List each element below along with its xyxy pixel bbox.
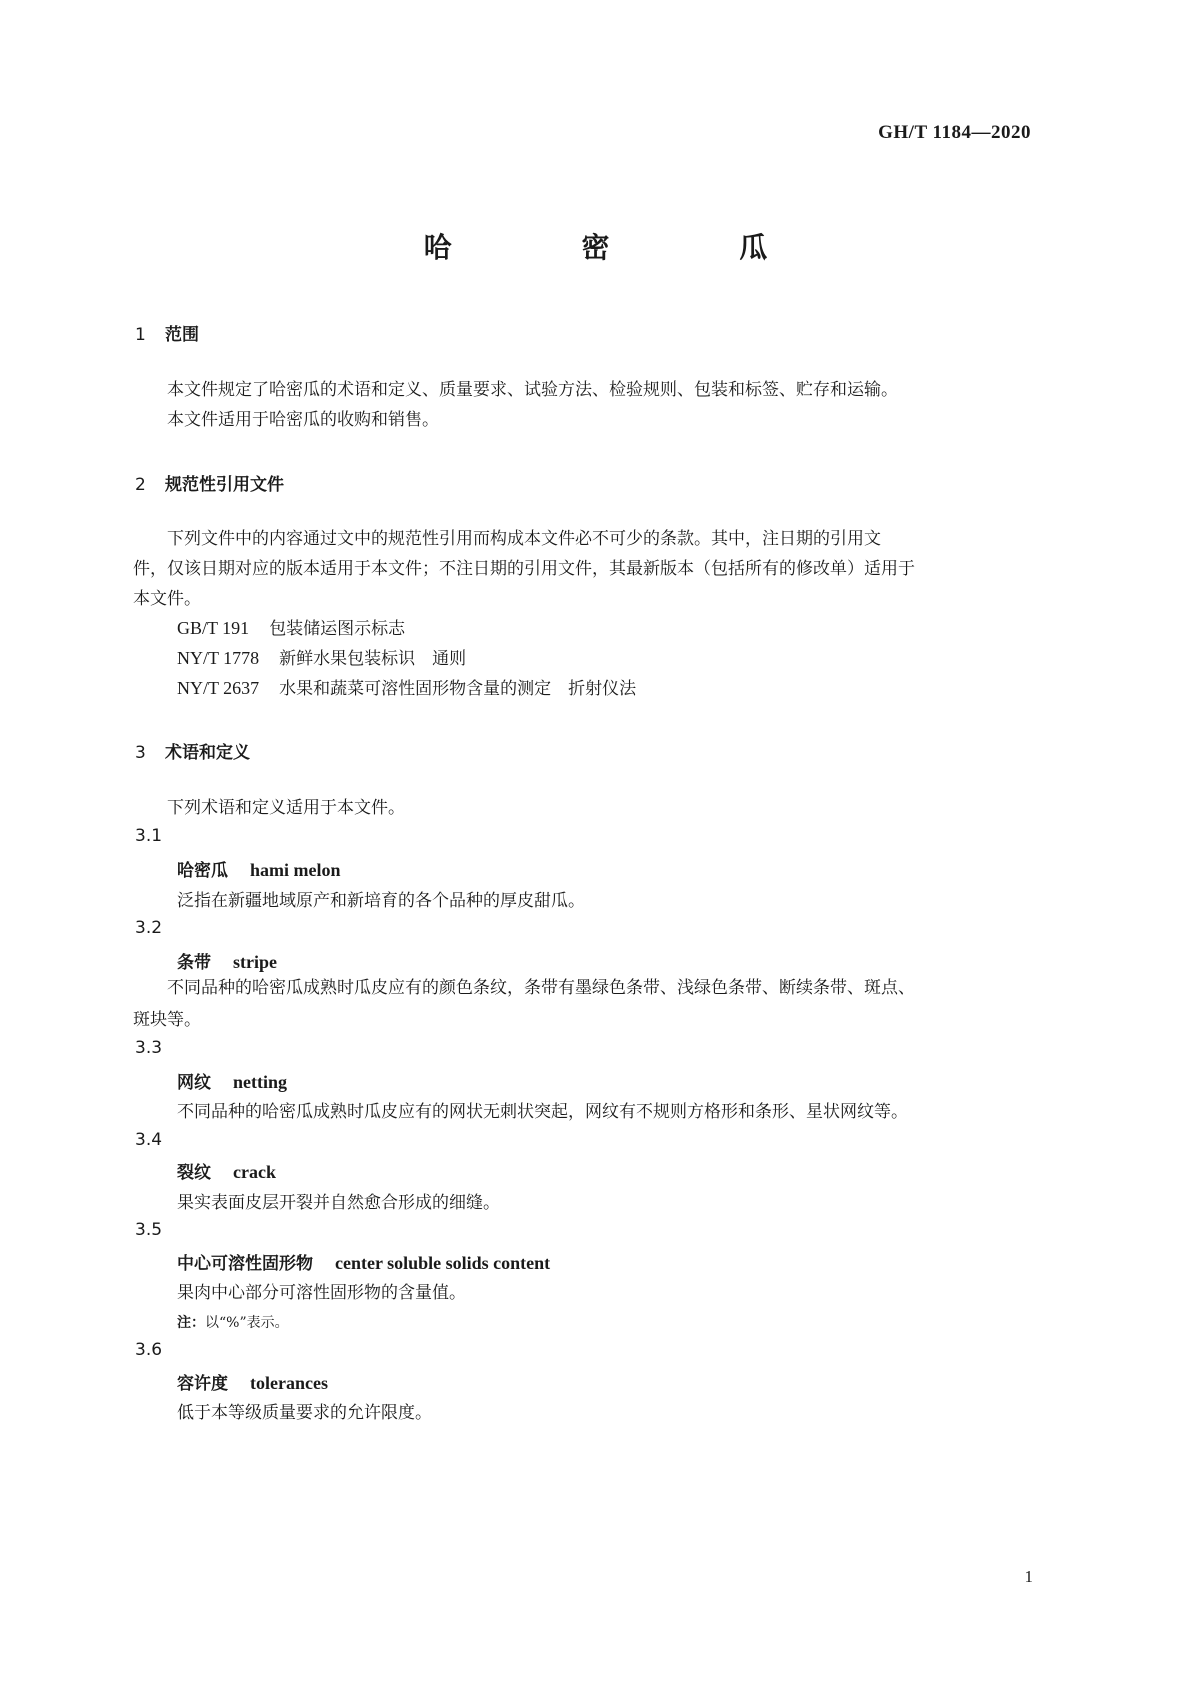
normative-references-intro-line-2: 件，仅该日期对应的版本适用于本文件；不注日期的引用文件，其最新版本（包括所有的修改单）适用于: [133, 559, 915, 579]
term-note: [177, 1312, 289, 1332]
term-definition: 果肉中心部分可溶性固形物的含量值。: [177, 1283, 466, 1303]
clause-number: 3.5: [135, 1220, 163, 1240]
term-heading: [177, 1158, 276, 1183]
note-text: 以“%”表示。: [205, 1315, 289, 1331]
section-number: 3: [135, 743, 146, 763]
term-definition-line-2: 斑块等。: [133, 1010, 201, 1030]
term-en: tolerances: [250, 1373, 328, 1393]
clause-number: 3.3: [135, 1038, 163, 1058]
section-title: 术语和定义: [165, 743, 250, 763]
term-zh: 哈密瓜: [177, 861, 228, 881]
term-en: stripe: [233, 952, 277, 972]
term-en: hami melon: [250, 860, 341, 880]
clause-number: 3.1: [135, 826, 163, 846]
term-definition: 泛指在新疆地域原产和新培育的各个品种的厚皮甜瓜。: [177, 891, 585, 911]
term-definition: 果实表面皮层开裂并自然愈合形成的细缝。: [177, 1193, 500, 1213]
term-definition: 低于本等级质量要求的允许限度。: [177, 1403, 432, 1423]
reference-item: [177, 644, 466, 669]
section-number: 1: [135, 325, 146, 345]
reference-item: [177, 614, 405, 639]
standard-code: GH/T 1184—2020: [878, 122, 1031, 143]
page-number: 1: [1024, 1567, 1033, 1586]
section-number: 2: [135, 475, 146, 495]
reference-title: 包装储运图示标志: [269, 619, 406, 639]
section-2-heading: [135, 470, 284, 495]
normative-references-intro-line-3: 本文件。: [133, 589, 201, 609]
reference-code: GB/T 191: [177, 618, 250, 638]
term-definition: 不同品种的哈密瓜成熟时瓜皮应有的网状无刺状突起，网纹有不规则方格形和条形、星状网纹等。: [177, 1102, 908, 1122]
clause-number: 3.6: [135, 1340, 163, 1360]
reference-code: NY/T 1778: [177, 648, 260, 668]
note-label: 注：: [177, 1315, 205, 1331]
clause-number: 3.2: [135, 918, 163, 938]
term-definition-line-1: 不同品种的哈密瓜成熟时瓜皮应有的颜色条纹，条带有墨绿色条带、浅绿色条带、断续条带、斑点、: [167, 978, 915, 998]
section-title: 规范性引用文件: [165, 475, 284, 495]
term-zh: 裂纹: [177, 1163, 211, 1183]
reference-title: 新鲜水果包装标识 通则: [279, 649, 467, 669]
terms-intro: 下列术语和定义适用于本文件。: [167, 798, 405, 818]
term-zh: 条带: [177, 953, 211, 973]
term-heading: [177, 1369, 328, 1394]
term-zh: 中心可溶性固形物: [177, 1254, 313, 1274]
clause-number: 3.4: [135, 1130, 163, 1150]
term-en: netting: [233, 1072, 287, 1092]
scope-paragraph-1: 本文件规定了哈密瓜的术语和定义、质量要求、试验方法、检验规则、包装和标签、贮存和运输。: [167, 380, 898, 400]
term-zh: 容许度: [177, 1374, 228, 1394]
reference-code: NY/T 2637: [177, 678, 260, 698]
section-3-heading: [135, 738, 250, 763]
reference-title: 水果和蔬菜可溶性固形物含量的测定 折射仪法: [279, 679, 637, 699]
term-heading: [177, 1068, 287, 1093]
section-title: 范围: [165, 325, 199, 345]
scope-paragraph-2: 本文件适用于哈密瓜的收购和销售。: [167, 410, 439, 430]
term-heading: [177, 948, 277, 973]
document-title: 哈 密 瓜: [423, 231, 828, 264]
term-heading: [177, 1249, 550, 1274]
normative-references-intro-line-1: 下列文件中的内容通过文中的规范性引用而构成本文件必不可少的条款。其中，注日期的引用文: [167, 529, 881, 549]
reference-item: [177, 674, 636, 699]
term-heading: [177, 856, 341, 881]
term-zh: 网纹: [177, 1073, 211, 1093]
section-1-heading: [135, 320, 199, 345]
term-en: crack: [233, 1162, 276, 1182]
term-en: center soluble solids content: [335, 1253, 551, 1273]
